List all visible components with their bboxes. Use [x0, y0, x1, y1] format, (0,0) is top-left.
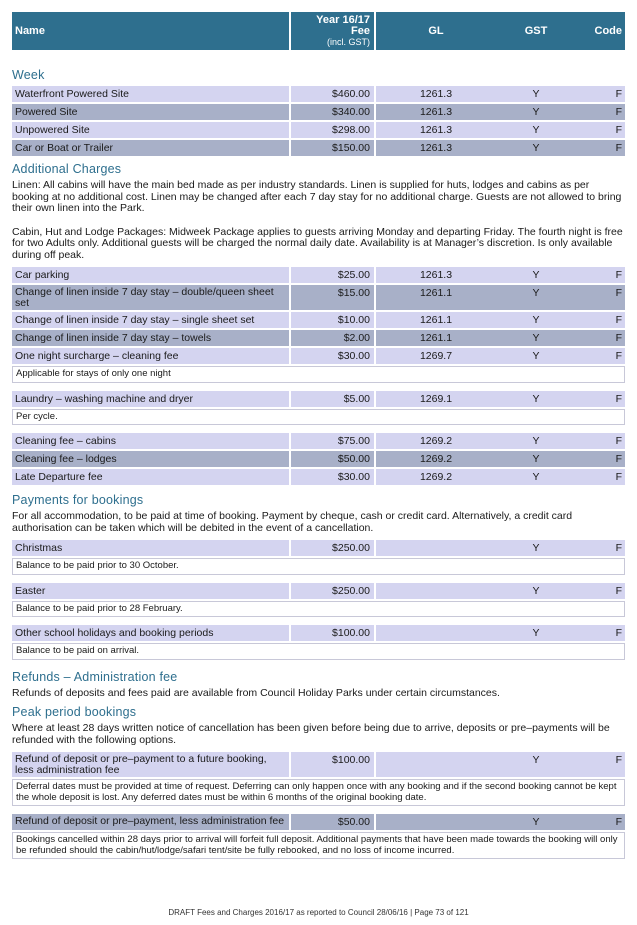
peak-paragraph: Where at least 28 days written notice of cancellation has been given before being due to arrive, deposits or pre–payments will be refunded with the following options.	[12, 722, 610, 746]
table-row	[12, 469, 625, 485]
row-codes	[376, 391, 625, 407]
header-codes	[376, 12, 625, 50]
row-fee: $25.00	[291, 267, 374, 283]
row-name: Late Departure fee	[12, 469, 289, 485]
section-title-week: Week	[12, 68, 45, 82]
row-codes	[376, 348, 625, 364]
row-gl	[376, 627, 496, 639]
row-name: Easter	[12, 583, 289, 599]
row-codes	[376, 267, 625, 283]
row-fee: $250.00	[291, 540, 374, 556]
table-row	[12, 814, 625, 830]
row-gst: Y	[532, 269, 540, 281]
row-gst: Y	[532, 453, 540, 465]
table-row	[12, 86, 625, 102]
row-codes	[376, 433, 625, 449]
table-row	[12, 312, 625, 328]
row-name: Other school holidays and booking periods	[12, 625, 289, 641]
row-code: F	[615, 542, 622, 554]
row-code: F	[615, 124, 622, 136]
row-fee: $5.00	[291, 391, 374, 407]
row-code: F	[615, 392, 622, 405]
row-gst: Y	[532, 142, 540, 154]
row-gl	[376, 816, 496, 828]
table-row	[12, 122, 625, 138]
header-fee	[291, 12, 374, 50]
row-name: Refund of deposit or pre–payment, less administration fee	[12, 814, 289, 830]
row-fee: $50.00	[291, 814, 374, 830]
row-codes	[376, 285, 625, 310]
row-codes	[376, 122, 625, 138]
row-code: F	[615, 88, 622, 100]
row-gl	[376, 585, 496, 597]
row-gst: Y	[532, 542, 540, 554]
row-gl: 1261.3	[419, 106, 453, 118]
row-fee: $50.00	[291, 451, 374, 467]
row-gl	[376, 754, 496, 775]
header-fee-label: Fee	[351, 25, 370, 37]
row-fee: $15.00	[291, 285, 374, 310]
row-fee: $30.00	[291, 348, 374, 364]
header-code: Code	[594, 25, 622, 37]
row-gst: Y	[532, 754, 540, 766]
row-name: Unpowered Site	[12, 122, 289, 138]
row-codes	[376, 312, 625, 328]
row-gl: 1269.2	[419, 471, 453, 483]
row-fee: $298.00	[291, 122, 374, 138]
table-row	[12, 267, 625, 283]
header-fee-gst-note: (incl. GST)	[326, 37, 370, 47]
row-gst: Y	[532, 287, 540, 299]
row-codes	[376, 469, 625, 485]
row-gst: Y	[532, 314, 540, 326]
row-fee: $460.00	[291, 86, 374, 102]
row-name: Laundry – washing machine and dryer	[12, 391, 289, 407]
row-gst: Y	[532, 106, 540, 118]
row-fee: $10.00	[291, 312, 374, 328]
row-note: Applicable for stays of only one night	[12, 366, 625, 383]
row-code: F	[615, 816, 622, 828]
row-name: Change of linen inside 7 day stay – double/queen sheet set	[12, 285, 289, 310]
section-title-refunds: Refunds – Administration fee	[12, 669, 178, 684]
row-gl: 1269.1	[419, 392, 453, 405]
row-codes	[376, 104, 625, 120]
table-row	[12, 391, 625, 407]
row-fee: $30.00	[291, 469, 374, 485]
row-gst: Y	[532, 392, 540, 405]
table-row	[12, 583, 625, 599]
table-row	[12, 285, 625, 310]
row-gst: Y	[532, 435, 540, 447]
section-title-payments: Payments for bookings	[12, 493, 144, 507]
row-code: F	[615, 754, 622, 766]
row-name: Waterfront Powered Site	[12, 86, 289, 102]
row-fee: $250.00	[291, 583, 374, 599]
row-name: Christmas	[12, 540, 289, 556]
row-code: F	[615, 453, 622, 465]
row-note: Balance to be paid prior to 28 February.	[12, 601, 625, 618]
row-note: Bookings cancelled within 28 days prior to arrival will forfeit full deposit. Additional payments that have been made towards the booking will only be refunded should the cabin/hut/lodge/safari tent/site be fully rebooked, and no loss of income incurred.	[12, 832, 625, 859]
header-gl: GL	[428, 25, 444, 37]
row-name: Car or Boat or Trailer	[12, 140, 289, 156]
table-row	[12, 540, 625, 556]
row-gl: 1261.1	[419, 287, 453, 299]
row-gl: 1261.1	[419, 332, 453, 344]
row-gl: 1261.1	[419, 314, 453, 326]
row-codes	[376, 625, 625, 641]
row-name: Refund of deposit or pre–payment to a future booking, less administration fee	[12, 752, 289, 777]
row-codes	[376, 814, 625, 830]
row-codes	[376, 752, 625, 777]
row-gst: Y	[532, 816, 540, 828]
row-codes	[376, 540, 625, 556]
row-gst: Y	[532, 124, 540, 136]
row-fee: $75.00	[291, 433, 374, 449]
row-code: F	[615, 584, 622, 597]
fees-page	[12, 12, 625, 867]
row-gst: Y	[532, 627, 540, 639]
row-gst: Y	[532, 584, 540, 597]
row-gl	[376, 542, 496, 554]
row-codes	[376, 140, 625, 156]
row-note: Balance to be paid prior to 30 October.	[12, 558, 625, 575]
header-fee-year: Year 16/17	[316, 14, 370, 26]
table-row	[12, 330, 625, 346]
row-gl: 1269.2	[419, 435, 453, 447]
payments-paragraph: For all accommodation, to be paid at time of booking. Payment by cheque, cash or credit card. Alternatively, a credit card authorisation can be taken which will be debited in the event of a cancellation.	[12, 510, 573, 534]
row-codes	[376, 583, 625, 599]
row-gst: Y	[532, 471, 540, 483]
row-codes	[376, 451, 625, 467]
row-gl: 1261.3	[419, 142, 453, 154]
row-name: Change of linen inside 7 day stay – towels	[12, 330, 289, 346]
row-name: Car parking	[12, 267, 289, 283]
table-row	[12, 433, 625, 449]
row-code: F	[615, 332, 622, 344]
table-row	[12, 104, 625, 120]
row-name: Powered Site	[12, 104, 289, 120]
row-fee: $100.00	[291, 625, 374, 641]
row-code: F	[615, 287, 622, 299]
row-gl: 1261.3	[419, 88, 453, 100]
row-code: F	[615, 142, 622, 154]
page-footer: DRAFT Fees and Charges 2016/17 as reported to Council 28/06/16 | Page 73 of 121	[168, 908, 469, 917]
row-code: F	[615, 627, 622, 639]
table-row	[12, 451, 625, 467]
row-name: Cleaning fee – lodges	[12, 451, 289, 467]
row-fee: $2.00	[291, 330, 374, 346]
row-name: Cleaning fee – cabins	[12, 433, 289, 449]
row-note: Balance to be paid on arrival.	[12, 643, 625, 660]
row-note: Per cycle.	[12, 409, 625, 426]
row-code: F	[615, 269, 622, 281]
row-gst: Y	[532, 88, 540, 100]
section-title-additional: Additional Charges	[12, 162, 122, 176]
table-row	[12, 625, 625, 641]
row-fee: $100.00	[291, 752, 374, 777]
refunds-paragraph: Refunds of deposits and fees paid are available from Council Holiday Parks under certain circumstances.	[12, 686, 500, 699]
row-code: F	[615, 314, 622, 326]
row-fee: $150.00	[291, 140, 374, 156]
table-header	[12, 12, 625, 50]
row-code: F	[615, 471, 622, 483]
row-fee: $340.00	[291, 104, 374, 120]
row-gst: Y	[532, 332, 540, 344]
row-gst: Y	[532, 350, 540, 362]
section-title-peak: Peak period bookings	[12, 705, 137, 719]
row-gl: 1269.2	[419, 453, 453, 465]
row-note: Deferral dates must be provided at time of request. Deferring can only happen once with any booking and if the second booking cannot be kept the whole deposit is lost. Any deferred dates must be within 6 months of the original booking date.	[12, 779, 625, 806]
header-name: Name	[12, 12, 289, 50]
table-row	[12, 752, 625, 777]
midweek-paragraph: Cabin, Hut and Lodge Packages: Midweek Package applies to guests arriving Monday and departing Friday. The fourth night is free for two Adults only. Additional guests will be charged the normal daily date. Availability is at Manager’s discretion. Is only available during off peak.	[12, 225, 623, 261]
table-row	[12, 140, 625, 156]
linen-paragraph: Linen: All cabins will have the main bed made as per industry standards. Linen is supplied for huts, lodges and cabins as per booking at no additional cost. Linen may be changed after each 7 day stay for no additional charge. Guests are not allowed to bring their own linen into the Park.	[12, 179, 622, 214]
row-code: F	[615, 435, 622, 447]
row-name: One night surcharge – cleaning fee	[12, 348, 289, 364]
row-name: Change of linen inside 7 day stay – single sheet set	[12, 312, 289, 328]
row-codes	[376, 86, 625, 102]
row-codes	[376, 330, 625, 346]
row-gl: 1269.7	[419, 350, 453, 362]
row-code: F	[615, 106, 622, 118]
header-gst: GST	[524, 25, 548, 37]
row-gl: 1261.3	[419, 269, 453, 281]
table-row	[12, 348, 625, 364]
row-code: F	[615, 350, 622, 362]
row-gl: 1261.3	[419, 124, 453, 136]
